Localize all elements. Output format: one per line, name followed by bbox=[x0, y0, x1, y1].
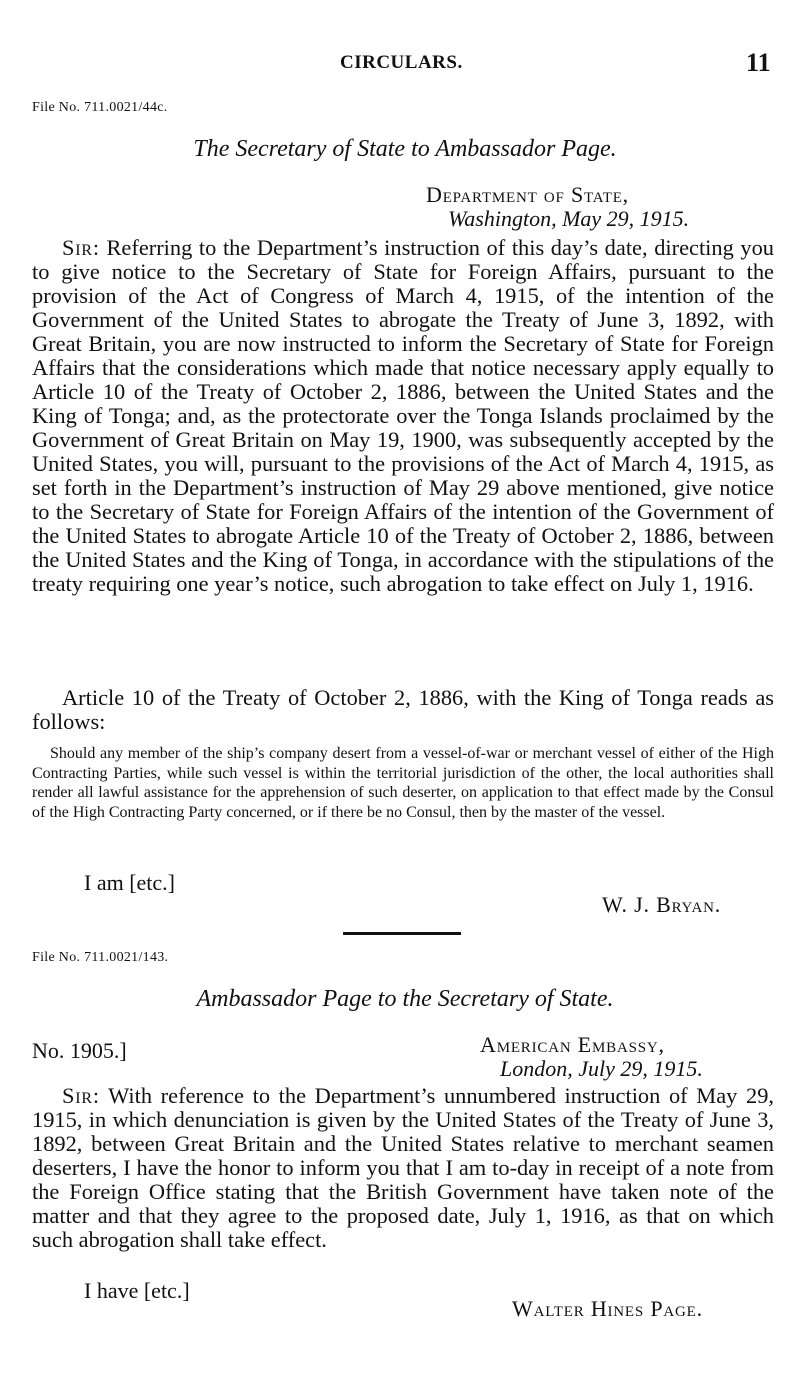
paragraph-text: Referring to the Department’s instruction of this day’s date, directing you to give notice to the Secretary of State for Foreign Affairs, pursuant to the provision of the Act of Congress of March 4, 1915, of the intention of the Government of the United States to abrogate the Treaty of June 3, 1892, with Great Britain, you are now instructed to inform the Secretary of State for Foreign Affairs that the considerations which made that notice necessary apply equally to Article 10 of the Treaty of October 2, 1886, between the United States and the King of Tonga; and, as the protectorate over the Tonga Islands proclaimed by the Government of Great Britain on May 19, 1900, was subsequently accepted by the United States, you will, pursuant to the provisions of the Act of March 4, 1915, as set forth in the Department’s instruction of May 29 above mentioned, give notice to the Secretary of State for Foreign Affairs of the intention of the Government of the United States to abrogate Article 10 of the Treaty of October 2, 1886, between the United States and the King of Tonga, in accordance with the stipulations of the treaty requiring one year’s notice, such abrogation to take effect on July 1, 1916. bbox=[32, 235, 774, 596]
file-number: File No. 711.0021/44c. bbox=[32, 100, 168, 115]
section-divider bbox=[343, 932, 461, 935]
signature: Walter Hines Page. bbox=[512, 1296, 703, 1321]
letter-closing: I am [etc.] bbox=[84, 870, 175, 895]
letter-heading: The Secretary of State to Ambassador Page. bbox=[193, 136, 617, 162]
file-number: File No. 711.0021/143. bbox=[32, 950, 169, 965]
dateline-place-date: Washington, May 29, 1915. bbox=[448, 206, 690, 231]
page-number: 11 bbox=[746, 48, 771, 77]
signature: W. J. Bryan. bbox=[602, 892, 722, 917]
letter-paragraph bbox=[32, 1084, 774, 1252]
salutation: Sir: bbox=[62, 1083, 100, 1108]
letter-heading: Ambassador Page to the Secretary of State. bbox=[196, 986, 614, 1012]
paragraph-text: With reference to the Department’s unnumbered instruction of May 29, 1915, in which denunciation is given by the United States of the Treaty of June 3, 1892, between Great Britain and the United States relative to merchant seamen deserters, I have the honor to inform you that I am to-day in receipt of a note from the Foreign Office stating that the British Government have taken note of the matter and that they agree to the proposed date, July 1, 1916, as that on which such abrogation shall take effect. bbox=[32, 1083, 774, 1252]
running-head bbox=[0, 48, 810, 78]
dateline-organization: Department of State, bbox=[426, 182, 629, 207]
letter-closing: I have [etc.] bbox=[84, 1278, 190, 1303]
dateline-place-date: London, July 29, 1915. bbox=[500, 1056, 703, 1081]
letter-paragraph: Article 10 of the Treaty of October 2, 1886, with the King of Tonga reads as follows: bbox=[32, 685, 774, 734]
letter-paragraph bbox=[32, 236, 774, 596]
dateline-organization: American Embassy, bbox=[480, 1032, 665, 1057]
running-title: CIRCULARS. bbox=[340, 52, 463, 73]
treaty-quotation: Should any member of the ship’s company desert from a vessel-of-war or merchant vessel of either of the High Contracting Parties, while such vessel is within the territorial jurisdiction of the other, the local authorities shall render all lawful assistance for the apprehension of such deserter, on application to that effect made by the Consul of the High Contracting Party concerned, or if there be no Consul, then by the master of the vessel. bbox=[32, 745, 774, 821]
salutation: Sir: bbox=[62, 235, 100, 260]
despatch-number: No. 1905.] bbox=[32, 1038, 127, 1063]
